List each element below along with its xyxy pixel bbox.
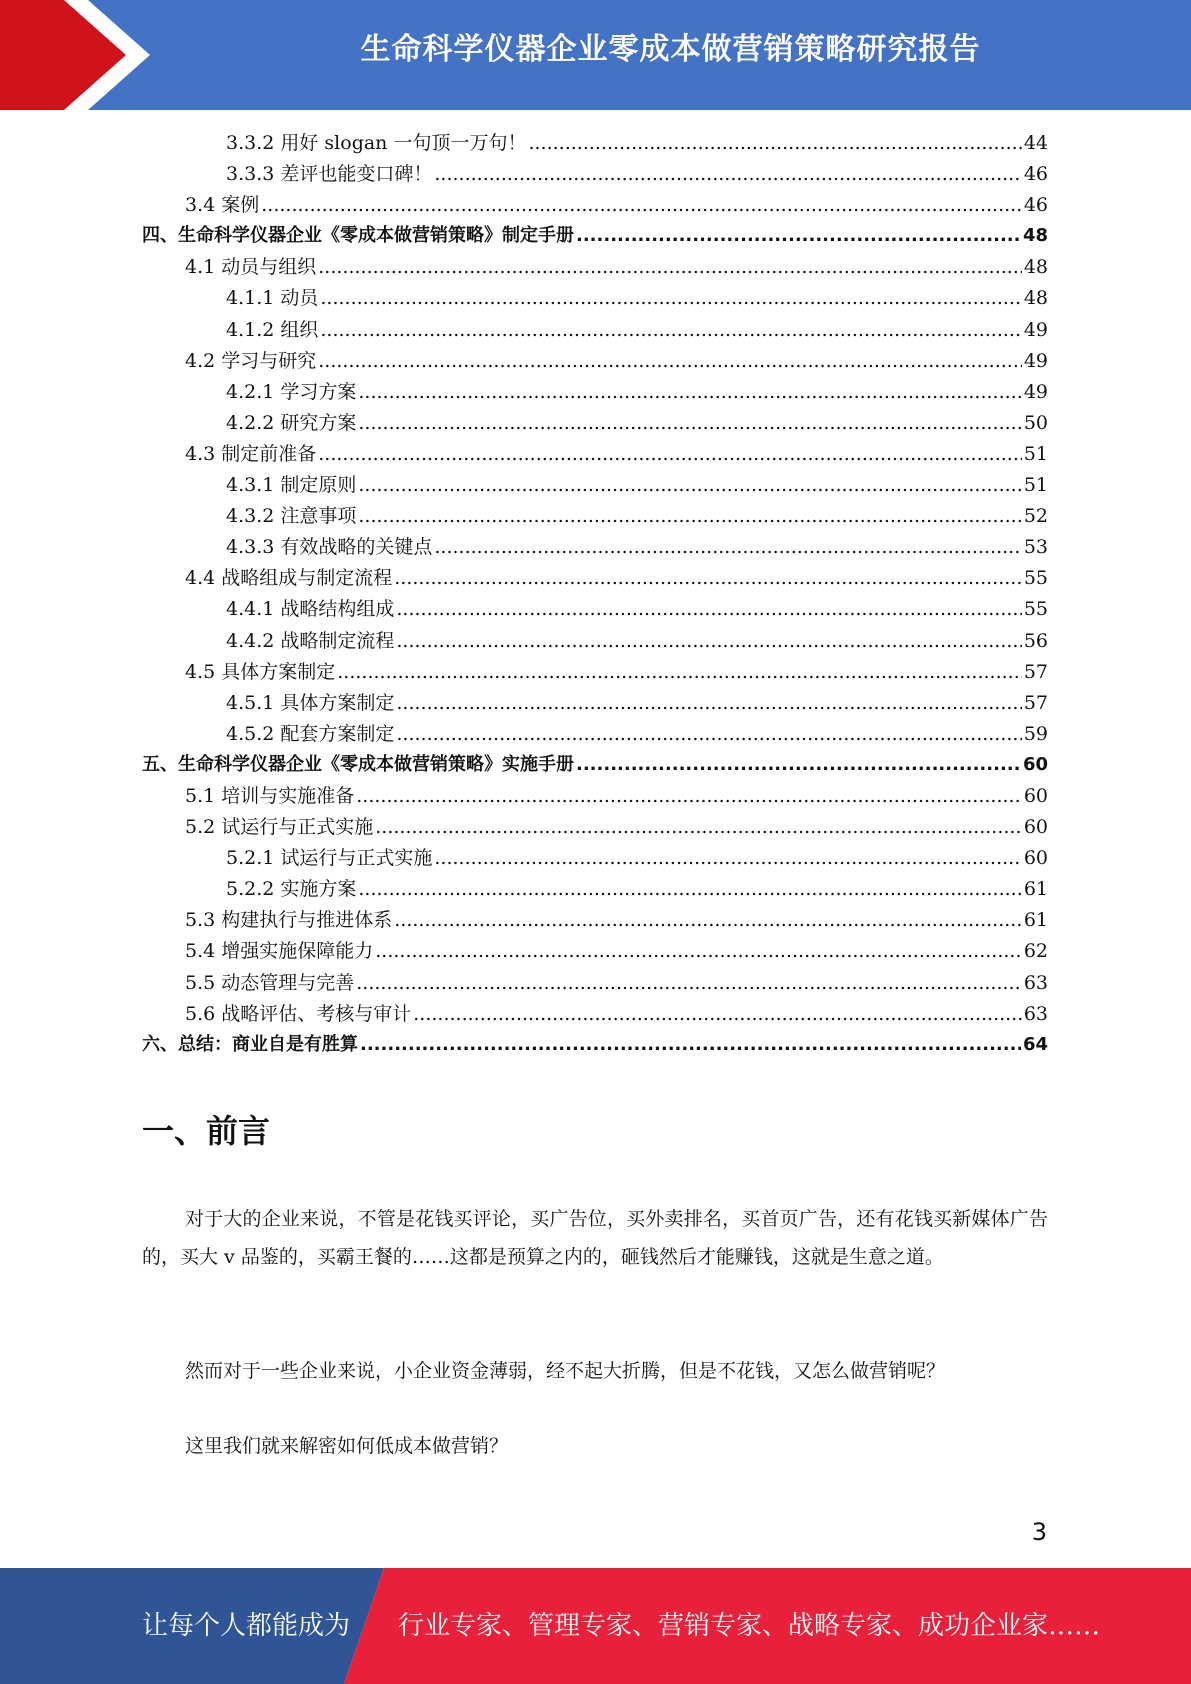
toc-entry-label: 5.2.1 试运行与正式实施 — [226, 847, 433, 870]
toc-entry-label: 五、生命科学仪器企业《零成本做营销策略》实施手册 — [142, 753, 574, 775]
toc-entry[interactable] — [142, 657, 1048, 688]
toc-entry-label: 4.3 制定前准备 — [185, 442, 317, 465]
body-paragraph: 这里我们就来解密如何低成本做营销？ — [185, 1435, 509, 1457]
toc-entry[interactable] — [142, 346, 1048, 377]
toc-entry-page: 49 — [1023, 349, 1048, 372]
toc-entry-label: 4.2 学习与研究 — [185, 349, 317, 372]
toc-entry[interactable] — [142, 874, 1048, 905]
toc-dot-leader — [356, 972, 1022, 994]
toc-entry[interactable] — [142, 190, 1048, 221]
document-title: 生命科学仪器企业零成本做营销策略研究报告 — [360, 32, 981, 67]
section-heading: 一、前言 — [142, 1112, 271, 1150]
toc-entry[interactable] — [142, 221, 1048, 252]
toc-entry[interactable] — [142, 968, 1048, 999]
toc-entry-label: 六、总结：商业自是有胜算 — [142, 1033, 358, 1055]
toc-dot-leader — [394, 567, 1022, 589]
toc-entry-page: 63 — [1023, 1002, 1048, 1025]
toc-entry-label: 4.3.3 有效战略的关键点 — [226, 536, 433, 559]
toc-entry[interactable] — [142, 128, 1048, 159]
toc-entry[interactable] — [142, 532, 1048, 563]
toc-dot-leader — [261, 194, 1022, 216]
toc-dot-leader — [337, 661, 1022, 683]
toc-dot-leader — [358, 412, 1021, 434]
page-footer — [0, 1568, 1191, 1684]
toc-entry[interactable] — [142, 719, 1048, 750]
toc-entry-label: 5.4 增强实施保障能力 — [185, 940, 374, 963]
toc-dot-leader — [358, 505, 1021, 527]
toc-dot-leader — [396, 723, 1021, 745]
toc-dot-leader — [396, 692, 1021, 714]
toc-dot-leader — [320, 287, 1021, 309]
toc-entry[interactable] — [142, 843, 1048, 874]
footer-slogan-left: 让每个人都能成为 — [142, 1611, 351, 1641]
toc-entry-label: 5.2 试运行与正式实施 — [185, 816, 374, 839]
toc-dot-leader — [434, 163, 1021, 185]
toc-entry[interactable] — [142, 905, 1048, 936]
toc-entry-page: 55 — [1023, 598, 1048, 621]
toc-entry-label: 3.4 案例 — [185, 194, 260, 217]
toc-entry[interactable] — [142, 688, 1048, 719]
toc-dot-leader — [396, 630, 1021, 652]
toc-entry[interactable] — [142, 283, 1048, 314]
toc-entry[interactable] — [142, 501, 1048, 532]
toc-entry-label: 5.3 构建执行与推进体系 — [185, 909, 393, 932]
toc-entry[interactable] — [142, 1030, 1048, 1061]
toc-dot-leader — [360, 1034, 1021, 1055]
toc-dot-leader — [375, 816, 1022, 838]
toc-entry-page: 46 — [1023, 163, 1048, 186]
toc-entry-page: 59 — [1023, 722, 1048, 745]
toc-entry-label: 4.4.2 战略制定流程 — [226, 629, 395, 652]
toc-entry-page: 53 — [1023, 536, 1048, 559]
toc-entry-label: 4.4.1 战略结构组成 — [226, 598, 395, 621]
table-of-contents — [142, 128, 1048, 1061]
toc-dot-leader — [358, 474, 1021, 496]
toc-entry[interactable] — [142, 159, 1048, 190]
toc-entry-label: 4.5.2 配套方案制定 — [226, 722, 395, 745]
toc-dot-leader — [320, 319, 1021, 341]
toc-entry-page: 55 — [1023, 567, 1048, 590]
toc-entry-page: 64 — [1022, 1033, 1048, 1055]
toc-dot-leader — [318, 256, 1022, 278]
toc-entry-page: 49 — [1023, 318, 1048, 341]
toc-entry-label: 5.2.2 实施方案 — [226, 878, 357, 901]
toc-dot-leader — [576, 754, 1021, 775]
toc-entry-label: 4.3.1 制定原则 — [226, 474, 357, 497]
toc-entry-label: 4.2.2 研究方案 — [226, 411, 357, 434]
toc-entry-label: 4.5.1 具体方案制定 — [226, 691, 395, 714]
toc-entry[interactable] — [142, 781, 1048, 812]
toc-entry[interactable] — [142, 999, 1048, 1030]
toc-entry-page: 51 — [1023, 442, 1048, 465]
toc-entry-label: 4.2.1 学习方案 — [226, 380, 357, 403]
toc-entry-page: 48 — [1023, 287, 1048, 310]
toc-entry[interactable] — [142, 377, 1048, 408]
body-paragraph: 对于大的企业来说，不管是花钱买评论，买广告位，买外卖排名，买首页广告，还有花钱买新媒体广告的，买大 v 品鉴的，买霸王餐的……这都是预算之内的，砸钱然后才能赚钱，这就是生意之道。 — [142, 1208, 1048, 1268]
toc-entry-page: 57 — [1023, 660, 1048, 683]
toc-dot-leader — [396, 598, 1021, 620]
toc-entry-page: 46 — [1023, 194, 1048, 217]
toc-entry-page: 61 — [1023, 909, 1048, 932]
toc-entry-page: 52 — [1023, 505, 1048, 528]
toc-entry-label: 5.6 战略评估、考核与审计 — [185, 1002, 412, 1025]
toc-entry-label: 4.1.2 组织 — [226, 318, 319, 341]
toc-dot-leader — [528, 132, 1021, 154]
toc-dot-leader — [358, 381, 1021, 403]
toc-entry-page: 44 — [1023, 132, 1048, 154]
toc-entry-page: 48 — [1022, 225, 1048, 247]
toc-entry-label: 5.1 培训与实施准备 — [185, 784, 355, 807]
toc-dot-leader — [318, 443, 1022, 465]
toc-entry[interactable] — [142, 315, 1048, 346]
toc-entry-label: 4.4 战略组成与制定流程 — [185, 567, 393, 590]
toc-entry[interactable] — [142, 439, 1048, 470]
toc-entry-label: 4.5 具体方案制定 — [185, 660, 336, 683]
page-number: 3 — [1031, 1518, 1047, 1546]
toc-entry-label: 5.5 动态管理与完善 — [185, 971, 355, 994]
toc-dot-leader — [576, 225, 1021, 246]
toc-dot-leader — [358, 878, 1021, 900]
toc-dot-leader — [413, 1003, 1022, 1025]
toc-entry-label: 3.3.2 用好 slogan 一句顶一万句！ — [226, 132, 527, 154]
toc-entry-page: 60 — [1023, 784, 1048, 807]
toc-entry-page: 48 — [1023, 256, 1048, 279]
toc-entry[interactable] — [142, 594, 1048, 625]
toc-entry-label: 3.3.3 差评也能变口碑！ — [226, 163, 433, 186]
body-paragraph: 然而对于一些企业来说，小企业资金薄弱，经不起大折腾，但是不花钱，又怎么做营销呢？ — [185, 1360, 946, 1382]
toc-entry[interactable] — [142, 750, 1048, 781]
toc-dot-leader — [375, 940, 1022, 962]
toc-entry[interactable] — [142, 252, 1048, 283]
toc-entry-label: 4.1.1 动员 — [226, 287, 319, 310]
toc-dot-leader — [434, 536, 1021, 558]
toc-entry-page: 50 — [1023, 411, 1048, 434]
toc-dot-leader — [318, 350, 1022, 372]
toc-entry[interactable] — [142, 626, 1048, 657]
toc-entry-page: 62 — [1023, 940, 1048, 963]
toc-entry-label: 四、生命科学仪器企业《零成本做营销策略》制定手册 — [142, 225, 574, 247]
toc-entry[interactable] — [142, 563, 1048, 594]
toc-entry-page: 60 — [1023, 816, 1048, 839]
toc-entry-page: 49 — [1023, 380, 1048, 403]
toc-entry-page: 60 — [1022, 753, 1048, 775]
toc-entry-page: 57 — [1023, 691, 1048, 714]
toc-entry[interactable] — [142, 812, 1048, 843]
toc-dot-leader — [394, 909, 1022, 931]
toc-entry-page: 61 — [1023, 878, 1048, 901]
toc-entry[interactable] — [142, 936, 1048, 967]
page-header — [0, 0, 1191, 110]
toc-entry-page: 51 — [1023, 474, 1048, 497]
toc-dot-leader — [356, 785, 1022, 807]
toc-entry-page: 56 — [1023, 629, 1048, 652]
toc-entry-page: 63 — [1023, 971, 1048, 994]
footer-slogan-right: 行业专家、管理专家、营销专家、战略专家、成功企业家…… — [398, 1611, 1101, 1641]
toc-entry[interactable] — [142, 470, 1048, 501]
toc-entry[interactable] — [142, 408, 1048, 439]
toc-entry-page: 60 — [1023, 847, 1048, 870]
toc-entry-label: 4.3.2 注意事项 — [226, 505, 357, 528]
toc-entry-label: 4.1 动员与组织 — [185, 256, 317, 279]
toc-dot-leader — [434, 847, 1021, 869]
